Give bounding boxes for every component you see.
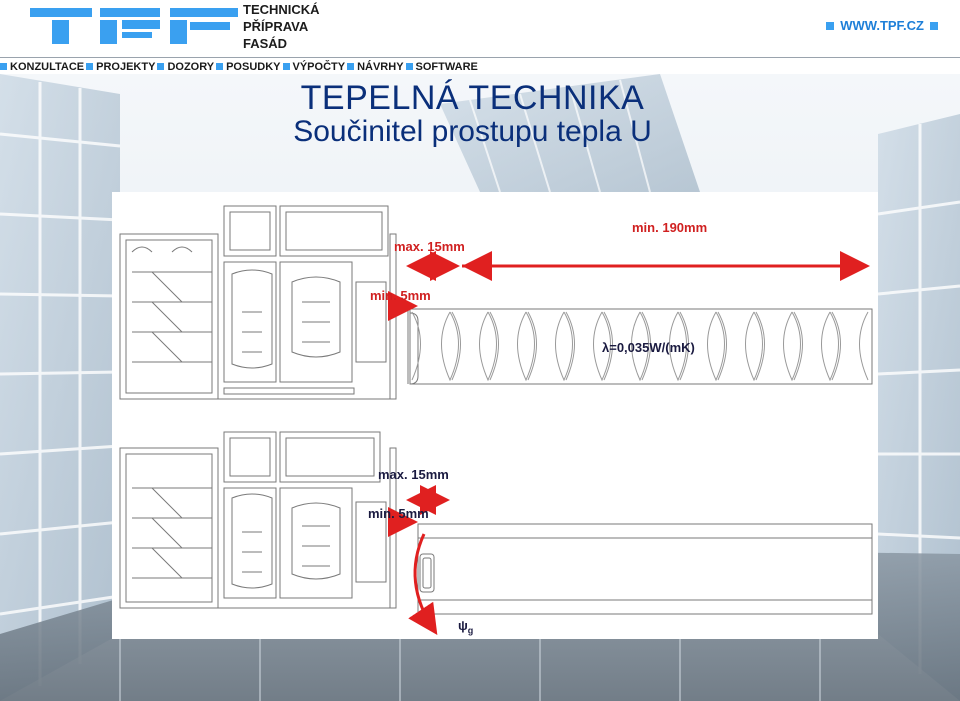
nav-item-projekty[interactable] <box>86 61 155 73</box>
slide-subtitle: Součinitel prostupu tepla U <box>293 115 652 148</box>
lambda-label: λ=0,035W/(mK) <box>602 340 695 355</box>
nav-item-navrhy[interactable] <box>347 61 403 73</box>
nav-item-posudky[interactable] <box>216 61 280 73</box>
bullet-square-icon <box>216 63 223 70</box>
site-url-text[interactable]: WWW.TPF.CZ <box>840 18 924 33</box>
top-nav <box>0 59 960 74</box>
glazing-unit-bottom <box>418 524 872 614</box>
nav-label: SOFTWARE <box>415 60 478 73</box>
technical-drawing-panel <box>112 192 878 639</box>
min-5mm-label-bottom: min. 5mm <box>368 506 429 521</box>
company-line-3: FASÁD <box>243 36 288 51</box>
header-divider <box>0 57 960 58</box>
psi-subscript: g <box>467 625 474 636</box>
nav-label: NÁVRHY <box>357 60 404 73</box>
depth-190mm-label: min. 190mm <box>632 220 708 235</box>
nav-label: POSUDKY <box>226 60 281 73</box>
bullet-square-icon <box>157 63 164 70</box>
nav-item-vypocty[interactable] <box>283 61 346 73</box>
bullet-square-icon <box>826 22 834 30</box>
profile-section-drawing <box>112 192 878 639</box>
bullet-square-icon <box>283 63 290 70</box>
nav-item-dozory[interactable] <box>157 61 214 73</box>
slide-title: TEPELNÁ TECHNIKA <box>300 79 645 117</box>
nav-item-software[interactable] <box>406 61 478 73</box>
max-15mm-label-bottom: max. 15mm <box>378 467 449 482</box>
bullet-square-icon <box>86 63 93 70</box>
header <box>0 0 960 58</box>
nav-item-konzultace[interactable] <box>0 61 84 73</box>
nav-label: DOZORY <box>167 60 215 73</box>
slide-title-block <box>0 80 960 148</box>
bullet-square-icon <box>406 63 413 70</box>
company-name <box>243 1 320 52</box>
psi-symbol: ψ <box>458 618 468 633</box>
max-15mm-label-top: max. 15mm <box>394 239 465 254</box>
frame-profile-bottom <box>120 432 396 608</box>
psi-g-label <box>458 618 473 636</box>
bullet-square-icon <box>930 22 938 30</box>
nav-label: VÝPOČTY <box>292 60 346 73</box>
bullet-square-icon <box>0 63 7 70</box>
frame-profile-top <box>120 206 396 399</box>
tpf-logo[interactable] <box>30 8 240 44</box>
company-line-1: TECHNICKÁ <box>243 2 320 17</box>
company-line-2: PŘÍPRAVA <box>243 19 309 34</box>
nav-label: KONZULTACE <box>10 60 85 73</box>
min-5mm-label-top: min. 5mm <box>370 288 431 303</box>
bullet-square-icon <box>347 63 354 70</box>
site-url[interactable] <box>826 18 938 33</box>
nav-label: PROJEKTY <box>96 60 156 73</box>
